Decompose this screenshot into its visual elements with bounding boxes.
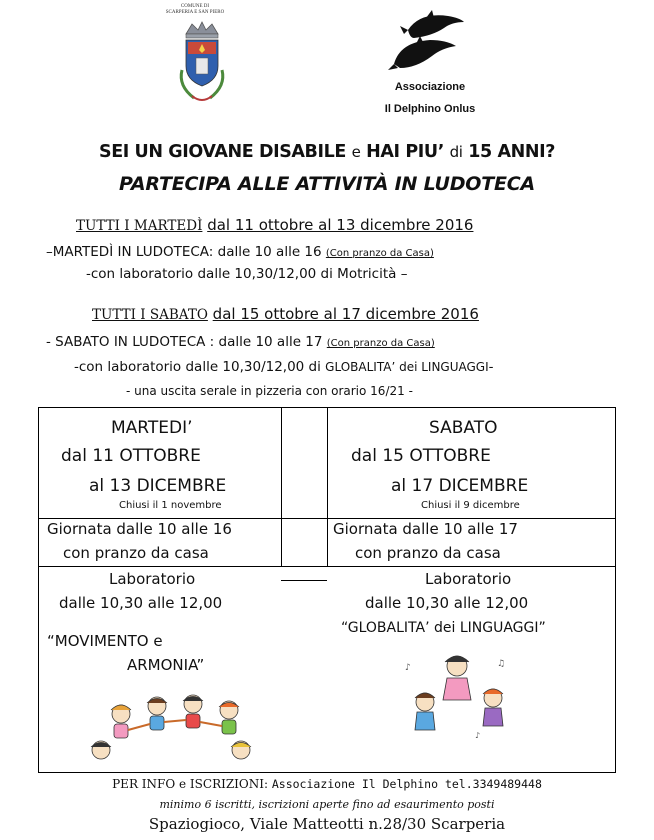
headline-part4: di	[449, 143, 463, 161]
schedule-table	[38, 407, 616, 773]
municipality-label	[160, 4, 230, 16]
tuesday-lunch: con pranzo da casa	[63, 544, 209, 562]
footer-info-label: PER INFO e ISCRIZIONI:	[112, 777, 272, 791]
saturday-line1-main: - SABATO IN LUDOTECA : dalle 10 alle 17	[46, 334, 327, 350]
svg-text:♫: ♫	[497, 659, 506, 669]
association-line1: Associazione	[394, 81, 466, 93]
saturday-line2-main: -con laboratorio dalle 10,30/12,00 di	[74, 359, 326, 375]
tuesday-lab-title: Laboratorio	[109, 570, 196, 588]
tuesday-lab-name-1: “MOVIMENTO e	[47, 632, 163, 650]
tuesday-day: MARTEDI’	[111, 418, 193, 438]
saturday-line1-note: (Con pranzo da Casa)	[326, 338, 435, 349]
tuesday-from: dal 11 OTTOBRE	[61, 446, 201, 466]
headline-part2: e	[351, 143, 361, 161]
saturday-lab-name: “GLOBALITA’ dei LINGUAGGI”	[341, 620, 546, 636]
tuesday-to: al 13 DICEMBRE	[89, 476, 227, 496]
saturday-lab-title: Laboratorio	[425, 570, 512, 588]
children-circle-illustration-icon	[79, 686, 259, 768]
footer-address: Spaziogioco, Viale Matteotti n.28/30 Scarperia	[148, 815, 506, 833]
tuesday-line1-main: –MARTEDÌ IN LUDOTECA: dalle 10 alle 16	[46, 244, 326, 260]
saturday-day: SABATO	[429, 418, 498, 438]
saturday-lunch: con pranzo da casa	[355, 544, 501, 562]
tuesday-lab-name-2: ARMONIA”	[127, 656, 205, 674]
dancing-children-illustration-icon	[397, 650, 517, 746]
svg-text:♪: ♪	[475, 731, 481, 740]
tuesday-day-hours: Giornata dalle 10 alle 16	[47, 520, 232, 538]
municipality-label-line1: COMUNE DI	[180, 4, 210, 9]
headline-part3: HAI PIU’	[366, 142, 444, 162]
tuesday-closed: Chiusi il 1 novembre	[119, 500, 222, 511]
dolphin-logo-icon	[386, 8, 466, 76]
table-row-divider-3	[281, 580, 327, 581]
tuesday-line2: -con laboratorio dalle 10,30/12,00 di Motricità –	[86, 266, 408, 282]
saturday-title-label: TUTTI I SABATO	[92, 307, 208, 323]
municipal-crest-icon	[176, 20, 228, 106]
table-row-divider-2	[39, 566, 615, 567]
headline-part1: SEI UN GIOVANE DISABILE	[98, 142, 346, 162]
headline	[0, 142, 654, 162]
tuesday-lab-hours: dalle 10,30 alle 12,00	[59, 594, 223, 612]
saturday-from: dal 15 OTTOBRE	[351, 446, 491, 466]
saturday-line1	[46, 334, 435, 350]
footer-note: minimo 6 iscritti, iscrizioni aperte fino ad esaurimento posti	[159, 798, 495, 811]
saturday-line2	[74, 359, 494, 375]
subheadline: PARTECIPA ALLE ATTIVITÀ IN LUDOTECA	[118, 173, 536, 195]
saturday-to: al 17 DICEMBRE	[391, 476, 529, 496]
municipality-label-line2: SCARPERIA E SAN PIERO	[165, 10, 225, 15]
headline-part5: 15 ANNI?	[468, 142, 556, 162]
saturday-lab-hours: dalle 10,30 alle 12,00	[365, 594, 529, 612]
tuesday-title	[76, 216, 473, 234]
saturday-day-hours: Giornata dalle 10 alle 17	[333, 520, 518, 538]
saturday-closed: Chiusi il 9 dicembre	[421, 500, 520, 511]
association-name	[360, 76, 500, 120]
tuesday-title-dates: dal 11 ottobre al 13 dicembre 2016	[207, 216, 474, 234]
table-divider-right	[327, 408, 328, 566]
saturday-line2-end: -	[488, 359, 494, 375]
association-line2: Il Delphino Onlus	[384, 103, 476, 115]
saturday-line2-caps: GLOBALITA’ dei LINGUAGGI	[325, 360, 489, 374]
footer-info-text: Associazione Il Delphino tel.3349489448	[271, 777, 542, 791]
tuesday-line1-note: (Con pranzo da Casa)	[325, 248, 434, 259]
saturday-line3: - una uscita serale in pizzeria con orario 16/21 -	[126, 384, 413, 398]
table-divider-left	[281, 408, 282, 566]
tuesday-line1	[46, 244, 434, 260]
svg-text:♪: ♪	[405, 663, 411, 673]
tuesday-title-label: TUTTI I MARTEDÌ	[76, 218, 203, 234]
saturday-title-dates: dal 15 ottobre al 17 dicembre 2016	[212, 305, 479, 323]
saturday-title	[92, 305, 479, 323]
table-row-divider-1	[39, 518, 615, 519]
footer-info	[0, 777, 654, 792]
